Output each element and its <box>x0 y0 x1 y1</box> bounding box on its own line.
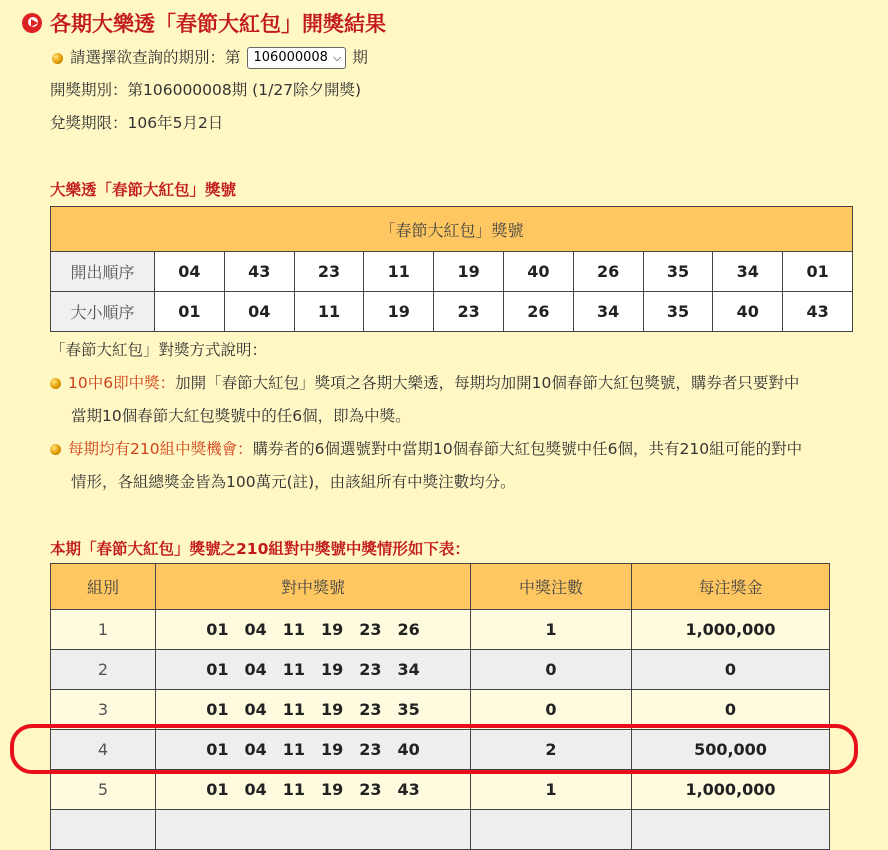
number-cell: 04 <box>224 292 294 332</box>
rules-intro: 「春節大紅包」對獎方式說明： <box>50 341 268 359</box>
number: 04 <box>244 700 267 719</box>
number: 04 <box>244 740 267 759</box>
number: 11 <box>282 700 305 719</box>
count-cell: 1 <box>471 770 632 810</box>
winners-section-title: 本期「春節大紅包」獎號之210組對中獎號中獎情形如下表： <box>50 540 470 558</box>
number-cell: 11 <box>364 252 434 292</box>
size-order-row <box>51 292 853 332</box>
play-circle-icon <box>22 13 42 33</box>
count-cell: 0 <box>471 650 632 690</box>
amount-cell <box>632 810 830 850</box>
number-cell: 40 <box>503 252 573 292</box>
count-cell: 2 <box>471 730 632 770</box>
number: 23 <box>359 780 382 799</box>
number: 01 <box>206 740 229 759</box>
number: 01 <box>206 780 229 799</box>
period-query-row <box>52 47 368 69</box>
table-row <box>51 810 830 850</box>
number: 23 <box>359 660 382 679</box>
number-cell: 01 <box>155 292 225 332</box>
balls-section-title: 大樂透「春節大紅包」獎號 <box>50 181 237 199</box>
number-cell: 34 <box>573 292 643 332</box>
number: 01 <box>206 700 229 719</box>
number: 04 <box>244 620 267 639</box>
group-cell: 1 <box>51 610 156 650</box>
rule-item <box>50 433 865 466</box>
numbers-cell <box>156 650 471 690</box>
amount-cell: 1,000,000 <box>632 610 830 650</box>
rule-highlight: 10中6即中獎： <box>68 374 176 392</box>
chevron-down-icon: ⌵ <box>332 51 342 64</box>
number: 43 <box>397 780 420 799</box>
rule-text: 購券者的6個選號對中當期10個春節大紅包獎號中任6個，共有210組可能的對中 <box>252 440 803 458</box>
period-select[interactable] <box>247 47 347 69</box>
bullet-icon <box>52 53 63 64</box>
table-row <box>51 770 830 810</box>
table-header: 「春節大紅包」獎號 <box>51 207 853 252</box>
number-cell: 19 <box>434 252 504 292</box>
number: 35 <box>397 700 420 719</box>
group-cell: 3 <box>51 690 156 730</box>
number-cell: 23 <box>434 292 504 332</box>
number-cell: 35 <box>643 252 713 292</box>
number: 23 <box>359 620 382 639</box>
number-cell: 01 <box>783 252 853 292</box>
rule-item <box>50 367 865 400</box>
count-cell: 0 <box>471 690 632 730</box>
table-header-row <box>51 564 830 610</box>
number: 19 <box>321 660 344 679</box>
number: 11 <box>282 620 305 639</box>
numbers-cell <box>156 770 471 810</box>
number: 19 <box>321 780 344 799</box>
col-header-amount: 每注獎金 <box>632 564 830 610</box>
page-header <box>22 8 386 38</box>
row-label: 大小順序 <box>51 292 155 332</box>
amount-cell: 0 <box>632 690 830 730</box>
number: 34 <box>397 660 420 679</box>
number: 01 <box>206 660 229 679</box>
number-cell: 23 <box>294 252 364 292</box>
number: 19 <box>321 740 344 759</box>
number: 11 <box>282 660 305 679</box>
amount-cell: 500,000 <box>632 730 830 770</box>
query-prefix: 請選擇欲查詢的期別：第 <box>70 48 241 67</box>
number: 23 <box>359 700 382 719</box>
number: 04 <box>244 780 267 799</box>
amount-cell: 0 <box>632 650 830 690</box>
winning-numbers-table <box>50 206 853 332</box>
group-cell: 2 <box>51 650 156 690</box>
highlight-annotation-box <box>10 724 858 774</box>
col-header-numbers: 對中獎號 <box>156 564 471 610</box>
amount-cell: 1,000,000 <box>632 770 830 810</box>
rules-section <box>50 334 865 499</box>
count-cell: 1 <box>471 610 632 650</box>
table-row <box>51 650 830 690</box>
rule-text-cont: 情形，各組總獎金皆為100萬元(註)，由該組所有中獎注數均分。 <box>71 473 516 491</box>
table-header-row <box>51 207 853 252</box>
number-cell: 40 <box>713 292 783 332</box>
number: 04 <box>244 660 267 679</box>
number: 40 <box>397 740 420 759</box>
query-suffix: 期 <box>352 48 368 67</box>
redeem-deadline: 兌獎期限：106年5月2日 <box>50 114 224 132</box>
draw-order-row <box>51 252 853 292</box>
bullet-icon <box>50 444 61 455</box>
number: 01 <box>206 620 229 639</box>
group-cell <box>51 810 156 850</box>
rule-text: 加開「春節大紅包」獎項之各期大樂透，每期均加開10個春節大紅包獎號，購券者只要對中 <box>175 374 800 392</box>
number: 23 <box>359 740 382 759</box>
table-row <box>51 610 830 650</box>
period-select-value: 106000008 <box>253 50 328 65</box>
number-cell: 43 <box>783 292 853 332</box>
number-cell: 35 <box>643 292 713 332</box>
number-cell: 04 <box>155 252 225 292</box>
bullet-icon <box>50 378 61 389</box>
number: 11 <box>282 740 305 759</box>
row-label: 開出順序 <box>51 252 155 292</box>
group-cell: 5 <box>51 770 156 810</box>
count-cell <box>471 810 632 850</box>
number-cell: 11 <box>294 292 364 332</box>
draw-period: 開獎期別：第106000008期 (1/27除夕開獎) <box>50 81 362 99</box>
numbers-cell <box>156 610 471 650</box>
numbers-cell <box>156 810 471 850</box>
number: 26 <box>397 620 420 639</box>
number-cell: 43 <box>224 252 294 292</box>
page-title: 各期大樂透「春節大紅包」開獎結果 <box>50 12 386 36</box>
number-cell: 26 <box>503 292 573 332</box>
number: 19 <box>321 620 344 639</box>
col-header-group: 組別 <box>51 564 156 610</box>
number-cell: 19 <box>364 292 434 332</box>
rule-highlight: 每期均有210組中獎機會： <box>68 440 253 458</box>
number: 11 <box>282 780 305 799</box>
number: 19 <box>321 700 344 719</box>
col-header-count: 中獎注數 <box>471 564 632 610</box>
number-cell: 34 <box>713 252 783 292</box>
rule-text-cont: 當期10個春節大紅包獎號中的任6個，即為中獎。 <box>71 407 411 425</box>
winners-table <box>50 563 830 850</box>
group-cell: 4 <box>51 730 156 770</box>
number-cell: 26 <box>573 252 643 292</box>
